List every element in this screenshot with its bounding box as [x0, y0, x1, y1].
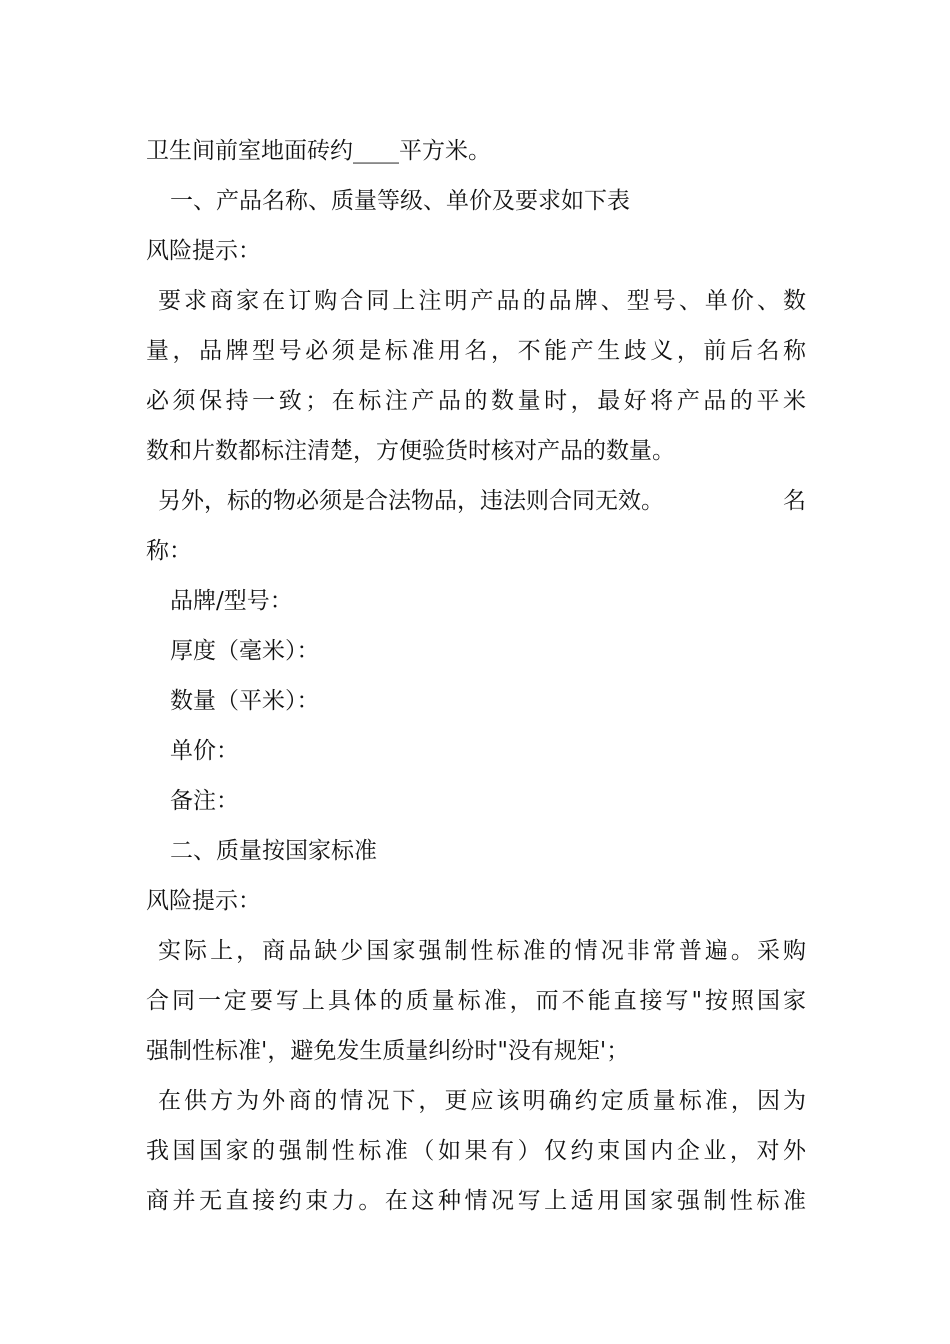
- text-line-7: 数和片数都标注清楚，方便验货时核对产品的数量。: [146, 438, 675, 464]
- text-line-20: 强制性标准'，避免发生质量纠纷时"没有规矩'；: [146, 1038, 630, 1064]
- text-line-6: 必须保持一致；在标注产品的数量时，最好将产品的平米: [146, 388, 806, 414]
- text-line-19: 合同一定要写上具体的质量标准，而不能直接写"按照国家: [146, 988, 806, 1014]
- section-heading-1: 一、产品名称、质量等级、单价及要求如下表: [170, 188, 630, 214]
- text-line-8: [146, 476, 806, 526]
- field-unit-price: 单价：: [170, 738, 239, 764]
- document-body: [146, 126, 806, 1226]
- risk-label-1: 风险提示：: [146, 238, 261, 264]
- field-remarks: 备注：: [170, 788, 239, 814]
- text-line-4: 要求商家在订购合同上注明产品的品牌、型号、单价、数: [158, 288, 806, 314]
- text-line-22: 我国国家的强制性标准（如果有）仅约束国内企业，对外: [146, 1138, 806, 1164]
- field-thickness: 厚度（毫米）：: [170, 638, 320, 664]
- text-line-23: 商并无直接约束力。在这种情况写上适用国家强制性标准: [146, 1188, 806, 1214]
- field-brand-model: 品牌/型号：: [170, 588, 293, 614]
- risk-label-2: 风险提示：: [146, 888, 261, 914]
- text-line-5: 量，品牌型号必须是标准用名，不能产生歧义，前后名称: [146, 338, 806, 364]
- field-quantity: 数量（平米）：: [170, 688, 320, 714]
- text-line-21: 在供方为外商的情况下，更应该明确约定质量标准，因为: [158, 1088, 806, 1114]
- field-name-label-start: 名: [783, 488, 806, 514]
- text-line-18: 实际上，商品缺少国家强制性标准的情况非常普遍。采购: [158, 938, 806, 964]
- section-heading-2: 二、质量按国家标准: [170, 838, 377, 864]
- text-line-1: 卫生间前室地面砖约____平方米。: [146, 138, 491, 164]
- legal-note: 另外，标的物必须是合法物品，违法则合同无效。: [158, 488, 664, 514]
- field-name-label-end: 称：: [146, 538, 192, 564]
